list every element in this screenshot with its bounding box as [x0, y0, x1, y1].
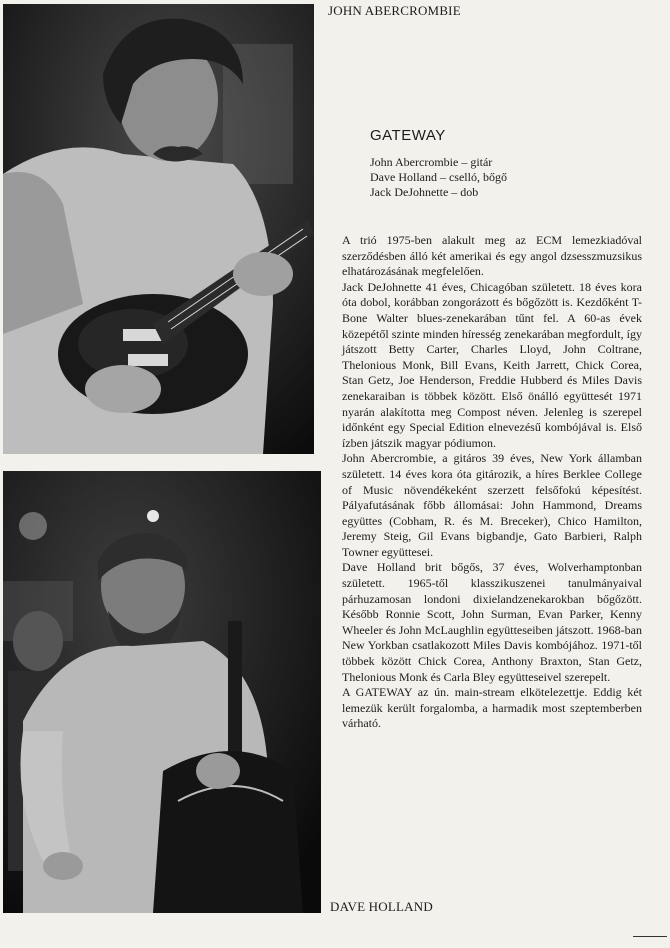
paragraph-abercrombie: John Abercrombie, a gitáros 39 éves, New York államban született. 14 éves kora óta gitározik, a híres Berklee College of Music növendékeként szerzett felsőfokú képesítést. Pályafutásának főbb állomásai: John Hammond, Dreams együttes (Cobham, R. és M. Breceker), Chico Hamilton, Jeremy Steig, Gil Evans bigbandje, Gato Barbieri, Ralph Towner együttesei.	[342, 451, 642, 559]
lineup-item: John Abercrombie – gitár	[370, 155, 493, 169]
paragraph-intro: A trió 1975-ben alakult meg az ECM lemezkiadóval szerződésben álló két amerikai és egy angol dzsesszmuzsikus elhatározásának megfelelően.	[342, 233, 642, 279]
article-title: GATEWAY	[370, 127, 446, 144]
guitarist-photo-illustration	[3, 4, 314, 454]
lineup-item: Jack DeJohnette – dob	[370, 185, 479, 199]
article-body	[342, 233, 642, 732]
caption-bottom: DAVE HOLLAND	[330, 899, 433, 914]
caption-top: JOHN ABERCROMBIE	[328, 3, 461, 18]
paragraph-gateway: A GATEWAY az ún. main-stream elkötelezettje. Eddig két lemezük került forgalomba, a harmadik most szeptemberben várható.	[342, 685, 642, 731]
paragraph-dejohnette: Jack DeJohnette 41 éves, Chicagóban született. 18 éves kora óta dobol, korábban zongorázott és bőgőzött is. Kezdőként T-Bone Walter blues-zenekarában tűnt fel. A 60-as évek közepétől szinte minden híresség zenekarában megfordult, így játszott Betty Carter, Charles Lloyd, John Coltrane, Thelonious Monk, Bill Evans, Keith Jarrett, Chick Corea, Stan Getz, Joe Henderson, Freddie Hubberd és Miles Davis zenekaraiban is többek között. Első önálló együttesét 1971 nyarán alakította meg Compost néven. Jelenleg is szerepel időnként egy Special Edition elnevezésű kombójával is. Első ízben játszik magyar pódiumon.	[342, 279, 642, 450]
lineup-list	[370, 155, 507, 200]
photo-dave-holland	[3, 471, 321, 913]
photo-john-abercrombie	[3, 4, 314, 454]
bassist-photo-illustration	[3, 471, 321, 913]
lineup-item: Dave Holland – cselló, bőgő	[370, 170, 507, 184]
paragraph-holland: Dave Holland brit bőgős, 37 éves, Wolverhamptonban született. 1965-től klasszikuszenei tanulmányaival párhuzamosan londoni dixielandzenekarokban bőgőzött. Később Ronnie Scott, John Surman, Evan Parker, Kenny Wheeler és John McLaughlin együtteseiben játszott. 1968-ban New Yorkban csatlakozott Miles Davis kombójához. 1971-től többek között Chick Corea, Anthony Braxton, Stan Getz, Thelonious Monk és Carla Bley együtteseivel szerepelt.	[342, 560, 642, 684]
corner-rule	[633, 936, 667, 937]
